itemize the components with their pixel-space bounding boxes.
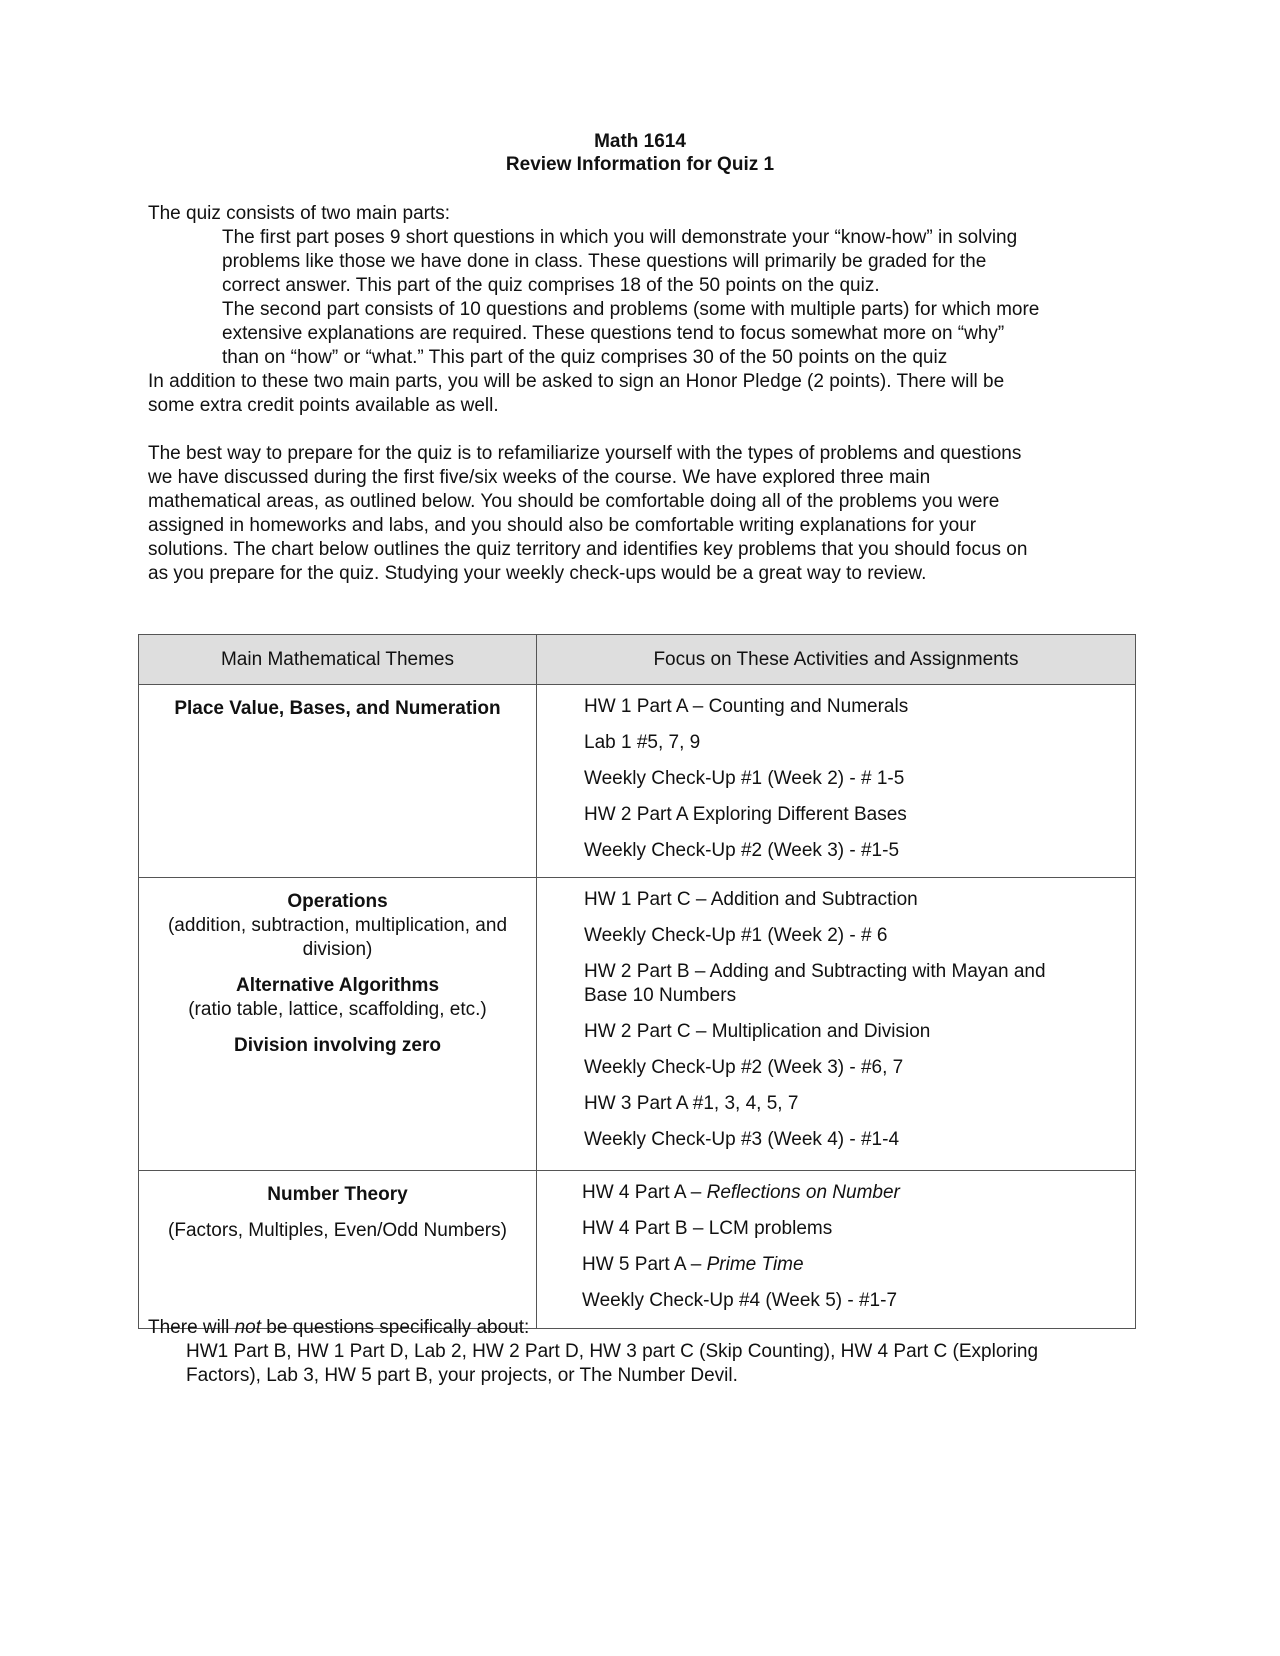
- exclusions-line: Factors), Lab 3, HW 5 part B, your projects, or The Number Devil.: [186, 1365, 738, 1386]
- exclusions-line: HW1 Part B, HW 1 Part D, Lab 2, HW 2 Part D, HW 3 part C (Skip Counting), HW 4 Part C (Exploring: [186, 1341, 1039, 1362]
- focus-item: Weekly Check-Up #1 (Week 2) - # 6: [584, 925, 888, 946]
- table-row: [139, 1171, 1136, 1329]
- focus-item: HW 2 Part A Exploring Different Bases: [584, 804, 907, 825]
- focus-cell: [537, 878, 1136, 1171]
- prepare-line: mathematical areas, as outlined below. You should be comfortable doing all of the problems you were: [148, 491, 1000, 512]
- focus-item: Weekly Check-Up #1 (Week 2) - # 1-5: [584, 768, 905, 789]
- addition-line: some extra credit points available as well.: [148, 395, 499, 416]
- intro-paragraph: [148, 202, 450, 226]
- exclusions-lead: There will not be questions specifically about:: [148, 1317, 530, 1338]
- theme-subtitle: (Factors, Multiples, Even/Odd Numbers): [168, 1220, 507, 1241]
- focus-item: HW 3 Part A #1, 3, 4, 5, 7: [584, 1093, 799, 1114]
- focus-item: Weekly Check-Up #2 (Week 3) - #6, 7: [584, 1057, 904, 1078]
- part2-line: extensive explanations are required. These questions tend to focus somewhat more on “why”: [222, 323, 1005, 344]
- part2-line: than on “how” or “what.” This part of the quiz comprises 30 of the 50 points on the quiz: [222, 347, 948, 368]
- part1-line: The first part poses 9 short questions in which you will demonstrate your “know-how” in solving: [222, 227, 1018, 248]
- focus-cell: [537, 1171, 1136, 1329]
- prepare-line: assigned in homeworks and labs, and you should also be comfortable writing explanations for your: [148, 515, 977, 536]
- table-row: [139, 878, 1136, 1171]
- exclusions-list: [186, 1340, 1038, 1388]
- focus-cell: [537, 685, 1136, 878]
- part2-line: The second part consists of 10 questions and problems (some with multiple parts) for which more: [222, 299, 1040, 320]
- focus-item: HW 1 Part C – Addition and Subtraction: [584, 889, 918, 910]
- focus-item: Weekly Check-Up #3 (Week 4) - #1-4: [584, 1129, 900, 1150]
- focus-item: HW 4 Part B – LCM problems: [582, 1218, 833, 1239]
- prepare-line: as you prepare for the quiz. Studying your weekly check-ups would be a great way to review.: [148, 563, 927, 584]
- focus-item: HW 2 Part C – Multiplication and Division: [584, 1021, 931, 1042]
- theme-title: Alternative Algorithms: [235, 975, 440, 996]
- column-header-themes: Main Mathematical Themes: [139, 635, 537, 685]
- addition-line: In addition to these two main parts, you will be asked to sign an Honor Pledge (2 points). There will be: [148, 371, 1005, 392]
- focus-item: Base 10 Numbers: [584, 985, 737, 1006]
- theme-title: Operations: [287, 891, 388, 912]
- focus-item: Lab 1 #5, 7, 9: [584, 732, 701, 753]
- focus-item: HW 5 Part A – Prime Time: [582, 1254, 804, 1275]
- part1-paragraph: [222, 226, 1017, 298]
- theme-title: Number Theory: [267, 1184, 408, 1205]
- prepare-line: solutions. The chart below outlines the quiz territory and identifies key problems that you should focus on: [148, 539, 1028, 560]
- theme-title: Place Value, Bases, and Numeration: [174, 698, 501, 719]
- exclusions-paragraph: [148, 1316, 529, 1340]
- part1-line: correct answer. This part of the quiz comprises 18 of the 50 points on the quiz.: [222, 275, 880, 296]
- part1-line: problems like those we have done in class. These questions will primarily be graded for the: [222, 251, 987, 272]
- part2-paragraph: [222, 298, 1039, 370]
- document-title: Review Information for Quiz 1: [505, 154, 775, 175]
- prepare-paragraph: [148, 442, 1027, 586]
- prepare-line: The best way to prepare for the quiz is to refamiliarize yourself with the types of problems and questions: [148, 443, 1022, 464]
- quiz-topics-table: [138, 634, 1136, 1329]
- theme-subtitle: (addition, subtraction, multiplication, and: [167, 915, 508, 936]
- focus-item: HW 2 Part B – Adding and Subtracting with Mayan and: [584, 961, 1046, 982]
- theme-subtitle: (ratio table, lattice, scaffolding, etc.): [188, 999, 487, 1020]
- theme-title: Division involving zero: [234, 1035, 441, 1056]
- focus-item: Weekly Check-Up #4 (Week 5) - #1-7: [582, 1290, 898, 1311]
- prepare-line: we have discussed during the first five/six weeks of the course. We have explored three main: [148, 467, 931, 488]
- focus-item: Weekly Check-Up #2 (Week 3) - #1-5: [584, 840, 900, 861]
- table-header-row: [139, 635, 1136, 685]
- addition-paragraph: [148, 370, 1004, 418]
- course-title: Math 1614: [594, 131, 686, 152]
- theme-cell: [139, 1171, 537, 1329]
- theme-cell: [139, 878, 537, 1171]
- focus-item: HW 4 Part A – Reflections on Number: [582, 1182, 900, 1203]
- theme-cell: [139, 685, 537, 878]
- theme-subtitle: division): [302, 939, 373, 960]
- column-header-focus: Focus on These Activities and Assignments: [537, 635, 1136, 685]
- table-row: [139, 685, 1136, 878]
- intro-lead: The quiz consists of two main parts:: [148, 203, 451, 224]
- focus-item: HW 1 Part A – Counting and Numerals: [584, 696, 909, 717]
